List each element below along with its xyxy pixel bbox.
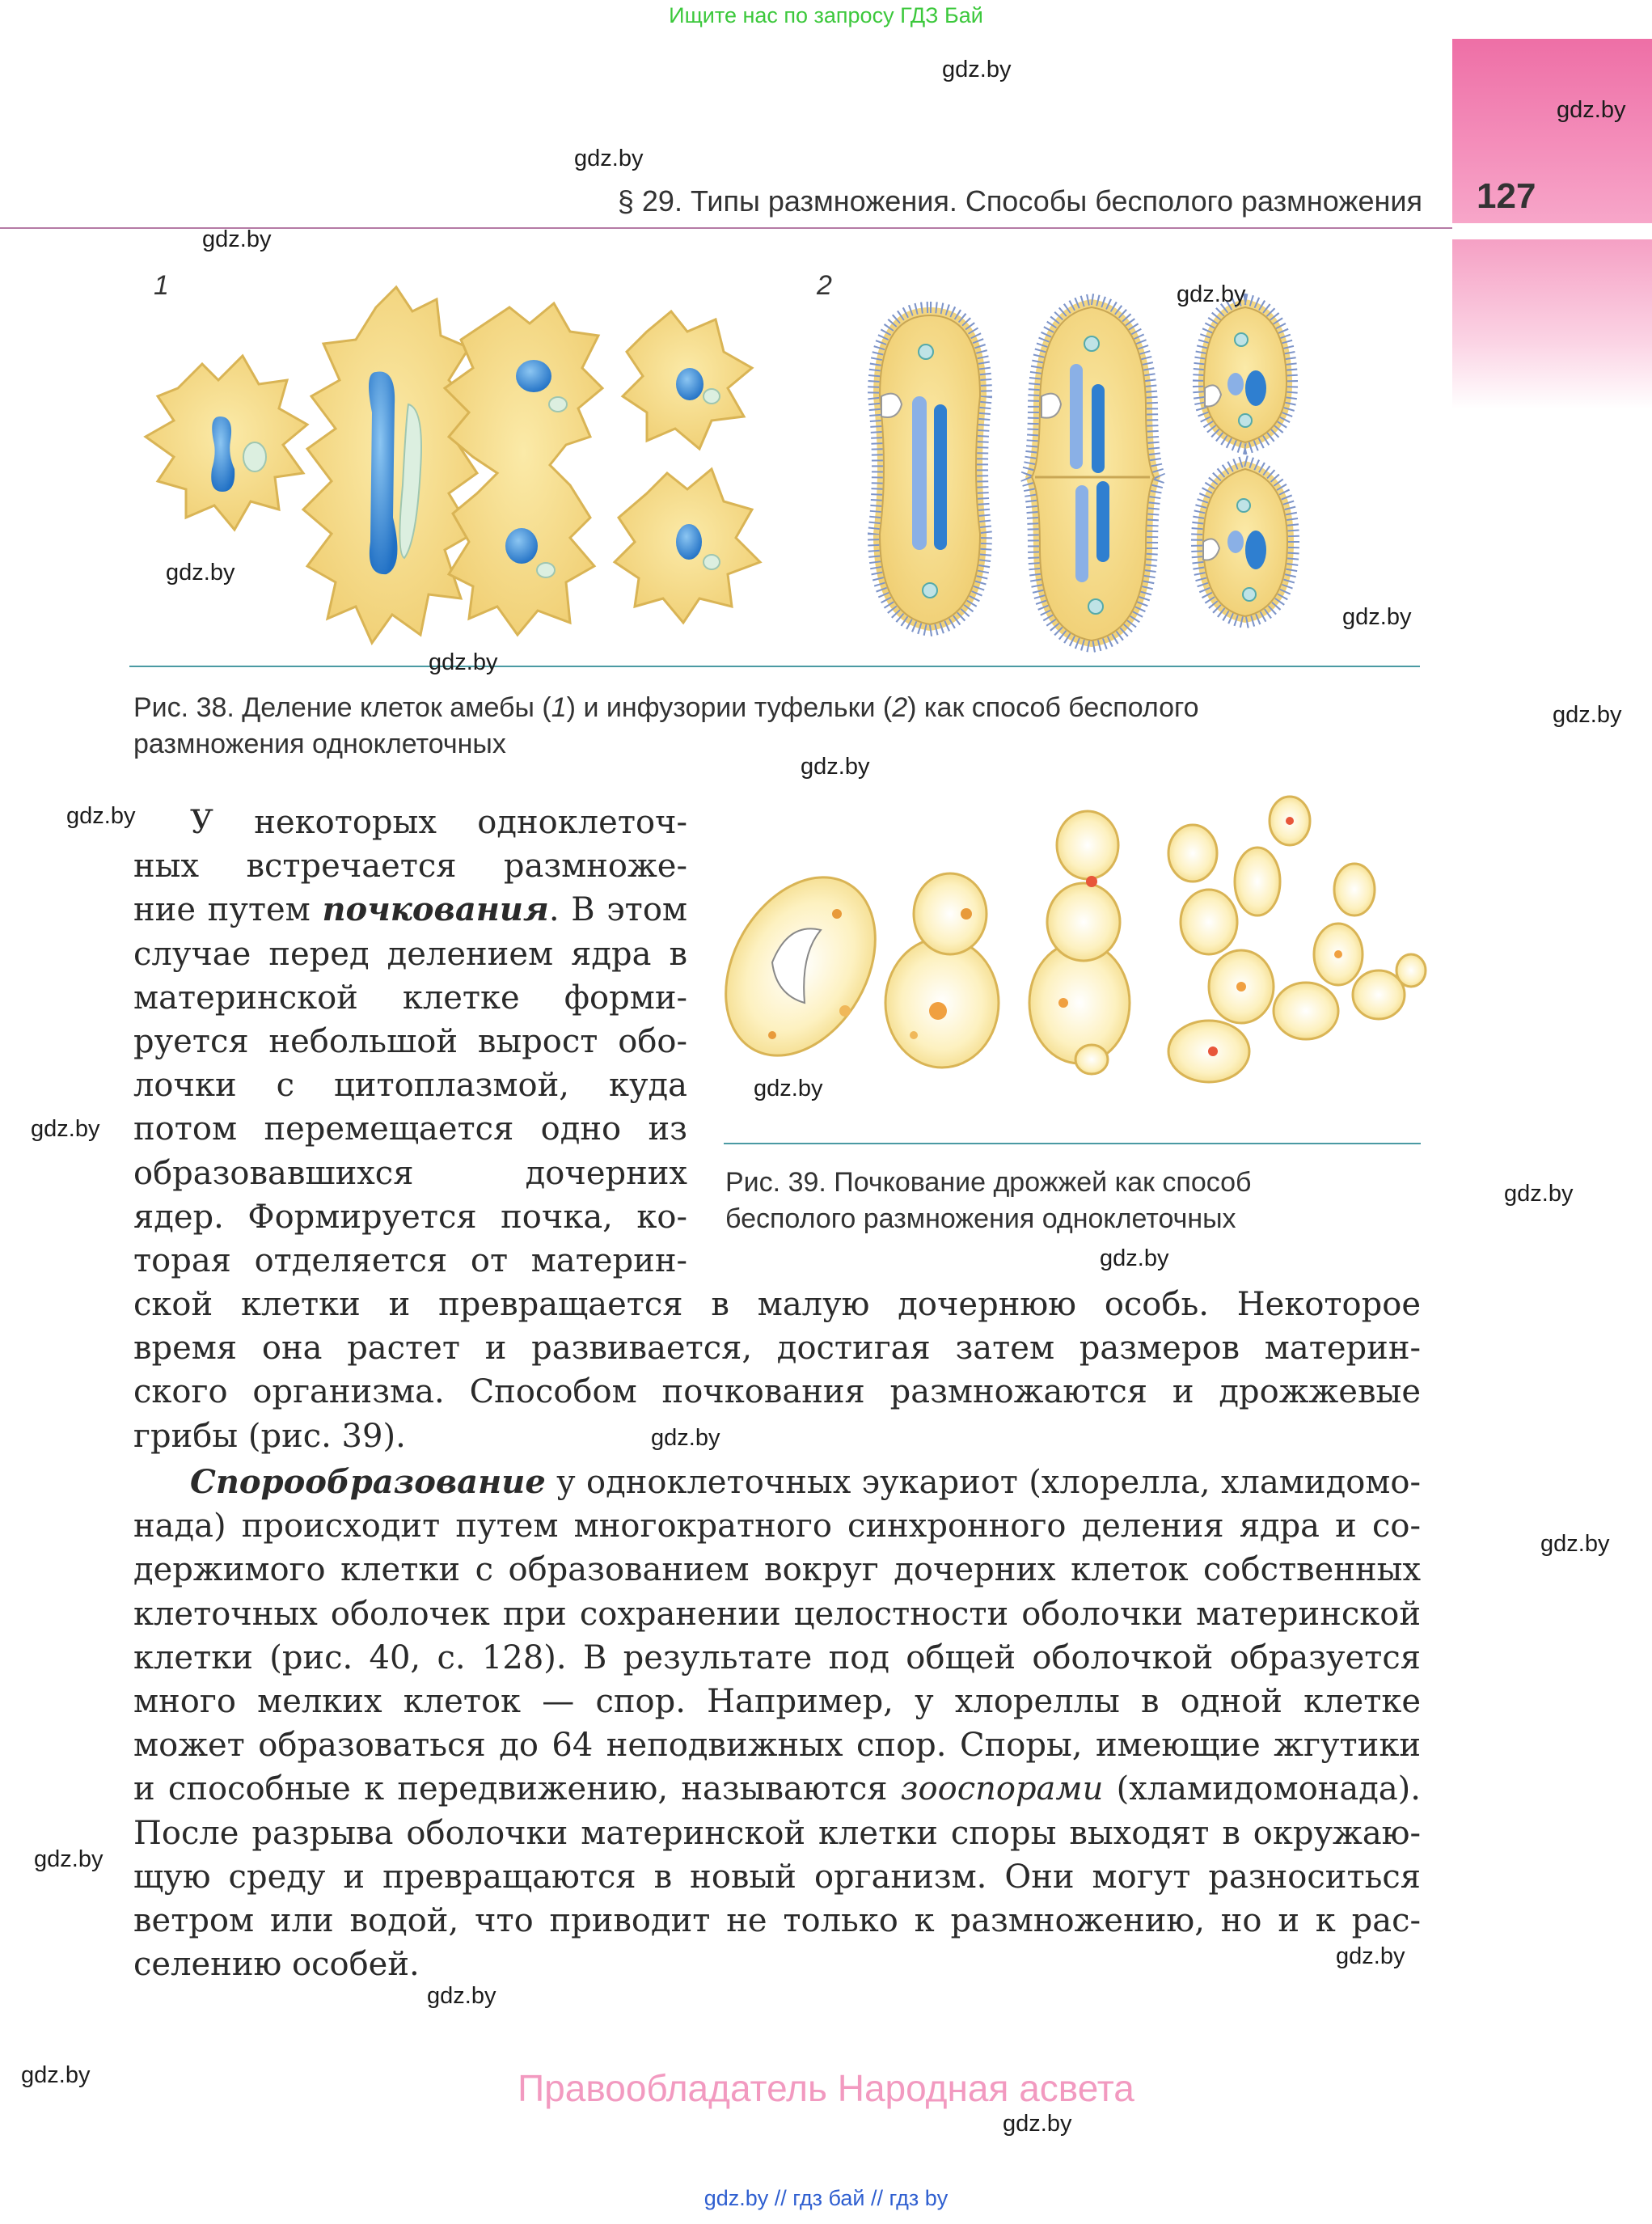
term-sporulation: Спорообразование [190, 1463, 546, 1501]
watermark: gdz.by [1557, 97, 1626, 123]
amoeba-daughter-top [623, 311, 752, 449]
para2-line: может образоваться до 64 неподвижных спор. Споры, имеющие жгутики [133, 1727, 1421, 1765]
term-budding: почкования [322, 890, 549, 929]
page-number: 127 [1477, 176, 1536, 216]
figure39-illustration [724, 793, 1435, 1084]
para2-line: селению особей. [133, 1946, 420, 1984]
paragraph-sporulation [133, 1461, 1421, 1986]
watermark: gdz.by [202, 226, 272, 252]
para1-line: ядер. Формируется почка, ко- [133, 1198, 687, 1236]
para1-line: ской клетки и превращается в малую дочернюю особь. Некоторое [133, 1286, 1421, 1323]
para1-line: случае перед делением ядра в [133, 935, 687, 973]
paramecium-cell-2 [1025, 299, 1160, 647]
watermark: gdz.by [31, 1116, 100, 1142]
paramecium-cell-3 [1197, 299, 1294, 623]
figure38-caption-num1: 1 [551, 692, 567, 723]
figure38-label-amoeba: 1 [154, 270, 169, 301]
figure38-illustration [129, 275, 1423, 663]
watermark: gdz.by [166, 560, 235, 586]
watermark: gdz.by [801, 754, 870, 780]
para1-line: У некоторых одноклеточ- [190, 804, 687, 841]
watermark: gdz.by [1553, 702, 1622, 728]
para2-line: нада) происходит путем многократного синхронного деления ядра и со- [133, 1507, 1421, 1545]
figure39-rule [724, 1143, 1421, 1144]
figure38-label-paramecium: 2 [817, 270, 832, 301]
para2-line: и способные к передвижению, называются зооспорами (хламидомонада). [133, 1770, 1421, 1808]
paragraph-budding-column [133, 801, 687, 1283]
para1-line: ных встречается размноже- [133, 848, 687, 886]
watermark: gdz.by [1504, 1181, 1574, 1207]
watermark: gdz.by [1540, 1531, 1610, 1557]
paramecium-cell-1 [873, 307, 987, 631]
para1-line: лочки с цитоплазмой, куда [133, 1067, 687, 1105]
amoeba-daughter-bottom [615, 469, 760, 623]
page-tab-fade [1452, 239, 1652, 409]
para1-line: торая отделяется от материн- [133, 1242, 687, 1280]
watermark: gdz.by [942, 57, 1012, 82]
watermark: gdz.by [651, 1425, 720, 1451]
figure39-caption [725, 1165, 1437, 1237]
figure38-caption [133, 690, 1427, 763]
figure38-rule [129, 666, 1420, 667]
watermark: gdz.by [1100, 1245, 1169, 1271]
para2-line: много мелких клеток — спор. Например, у хлореллы в одной клетке [133, 1683, 1421, 1721]
para2-line: После разрыва оболочки материнской клетки споры выходят в окружаю- [133, 1814, 1421, 1852]
para2-line: Спорообразование у одноклеточных эукариот (хлорелла, хламидомо- [190, 1463, 1421, 1501]
para1-line: материнской клетке форми- [133, 979, 687, 1017]
watermark: gdz.by [754, 1076, 823, 1101]
para2-line: щую среду и превращаются в новый организм. Они могут разноситься [133, 1858, 1421, 1896]
para2-line: клеточных оболочек при сохранении целостности оболочки материнской [133, 1595, 1421, 1633]
watermark: gdz.by [21, 2062, 91, 2088]
watermark: gdz.by [34, 1846, 104, 1872]
para1-line: ние путем почкования. В этом [133, 890, 688, 929]
figure38-caption-text-a: Рис. 38. Деление клеток амебы ( [133, 692, 551, 723]
watermark: gdz.by [429, 649, 498, 675]
figure38-caption-line2: размножения одноклеточных [133, 729, 506, 759]
figure38-caption-text-b: ) и инфузории туфельки ( [566, 692, 893, 723]
figure38-caption-text-c: ) как способ бесполого [907, 692, 1199, 723]
para2-line: клетки (рис. 40, с. 128). В результате под общей оболочкой образуется [133, 1638, 1421, 1676]
bottom-links[interactable]: gdz.by // гдз бай // гдз by [703, 2186, 949, 2210]
para2-line: ветром или водой, что приводит не только к размножению, но и к рас- [133, 1902, 1421, 1940]
figure39-caption-line2: бесполого размножения одноклеточных [725, 1203, 1236, 1234]
para1-line: руется небольшой вырост обо- [133, 1023, 687, 1061]
para1-line: время она растет и развивается, достигая затем размеров материн- [133, 1330, 1421, 1368]
watermark: gdz.by [574, 146, 644, 171]
yeast-cell-budding [885, 873, 999, 1068]
watermark: gdz.by [1342, 604, 1412, 630]
figure39-caption-line1: Рис. 39. Почкование дрожжей как способ [725, 1167, 1252, 1198]
para2-line: держимого клетки с образованием вокруг дочерних клеток собственных [133, 1551, 1421, 1589]
para1-line: ского организма. Способом почкования размножаются и дрожжевые [133, 1373, 1421, 1411]
para1-line: потом перемещается одно из [133, 1110, 687, 1148]
watermark: gdz.by [1177, 281, 1246, 307]
paragraph-budding-full [133, 1283, 1421, 1458]
para1-line: образовавшихся дочерних [133, 1154, 687, 1192]
amoeba-cell-2 [303, 287, 477, 643]
watermark: gdz.by [1003, 2111, 1072, 2137]
watermark: gdz.by [1336, 1943, 1405, 1969]
watermark: gdz.by [427, 1983, 496, 2009]
section-header-title: § 29. Типы размножения. Способы бесполого размножения [617, 184, 1422, 218]
top-banner[interactable]: Ищите нас по запросу ГДЗ Бай [669, 3, 983, 27]
para1-line: грибы (рис. 39). [133, 1417, 406, 1455]
yeast-cell-single [724, 851, 906, 1082]
amoeba-cell-1 [146, 356, 307, 530]
yeast-cell-colony [1168, 797, 1426, 1082]
yeast-cell-chain-short [1029, 811, 1130, 1074]
watermark: gdz.by [66, 803, 136, 829]
figure38-caption-num2: 2 [892, 692, 908, 723]
copyright-footer: Правообладатель Народная асвета [518, 2067, 1134, 2109]
term-zoospores: зооспорами [900, 1770, 1104, 1808]
